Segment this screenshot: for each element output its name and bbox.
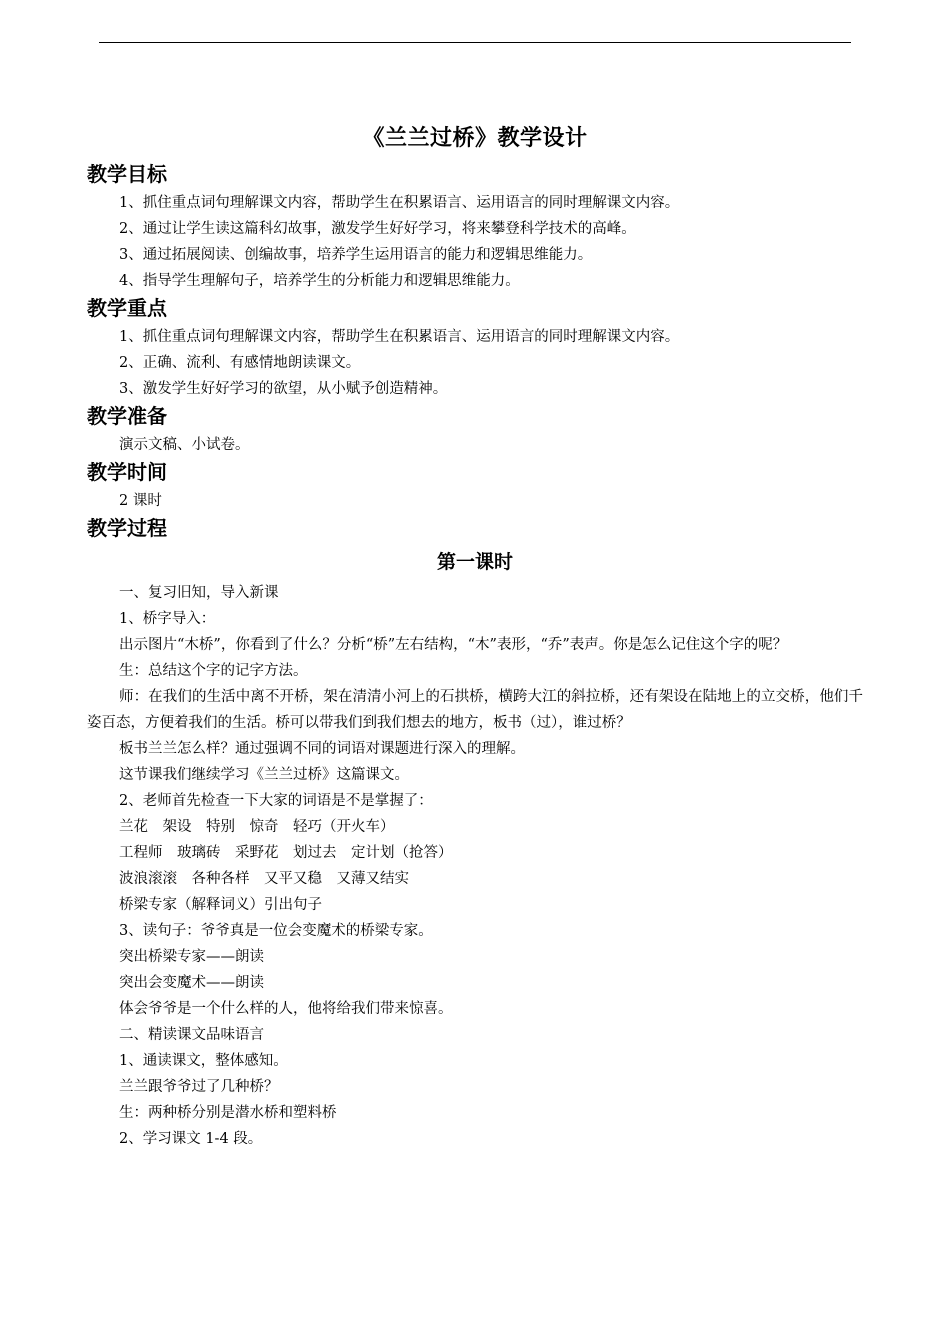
header-rule xyxy=(99,42,851,43)
process-item: 这节课我们继续学习《兰兰过桥》这篇课文。 xyxy=(119,767,409,783)
process-item: 出示图片“木桥”，你看到了什么？分析“桥”左右结构，“木”表形，“乔”表声。你是怎么记住这个字的呢？ xyxy=(119,637,788,653)
process-item: 2、老师首先检查一下大家的词语是不是掌握了： xyxy=(119,793,433,809)
process-item: 兰兰跟爷爷过了几种桥？ xyxy=(119,1079,279,1095)
process-item: 板书兰兰怎么样？通过强调不同的词语对课题进行深入的理解。 xyxy=(119,741,525,757)
goal-item: 3、通过拓展阅读、创编故事，培养学生运用语言的能力和逻辑思维能力。 xyxy=(119,247,593,263)
process-item: 3、读句子：爷爷真是一位会变魔术的桥梁专家。 xyxy=(119,923,433,939)
keypoint-item: 3、激发学生好好学习的欲望，从小赋予创造精神。 xyxy=(119,381,448,397)
document-body xyxy=(87,160,863,1152)
keypoint-item: 2、正确、流利、有感情地朗读课文。 xyxy=(119,355,361,371)
time-item: 2 课时 xyxy=(119,493,162,509)
process-item: 兰花 架设 特别 惊奇 轻巧（开火车） xyxy=(119,819,395,835)
process-item: 体会爷爷是一个什么样的人，他将给我们带来惊喜。 xyxy=(119,1001,453,1017)
process-item: 突出会变魔术——朗读 xyxy=(119,975,264,991)
section-heading-goals: 教学目标 xyxy=(87,162,167,186)
prep-item: 演示文稿、小试卷。 xyxy=(119,437,250,453)
process-item: 生：总结这个字的记字方法。 xyxy=(119,663,308,679)
goal-item: 4、指导学生理解句子，培养学生的分析能力和逻辑思维能力。 xyxy=(119,273,520,289)
process-item: 师：在我们的生活中离不开桥，架在清清小河上的石拱桥，横跨大江的斜拉桥，还有架设在陆地上的立交桥，他们千姿百态，方便着我们的生活。桥可以带我们到我们想去的地方，板书（过），谁过桥？ xyxy=(87,689,863,731)
process-item: 生：两种桥分别是潜水桥和塑料桥 xyxy=(119,1105,337,1121)
process-item: 波浪滚滚 各种各样 又平又稳 又薄又结实 xyxy=(119,871,409,887)
section-heading-time: 教学时间 xyxy=(87,460,167,484)
goal-item: 2、通过让学生读这篇科幻故事，激发学生好好学习，将来攀登科学技术的高峰。 xyxy=(119,221,636,237)
process-item: 2、学习课文 1-4 段。 xyxy=(119,1131,263,1147)
process-item: 一、复习旧知，导入新课 xyxy=(119,585,279,601)
process-item: 突出桥梁专家——朗读 xyxy=(119,949,264,965)
section-heading-keypoints: 教学重点 xyxy=(87,296,167,320)
process-item: 1、通读课文，整体感知。 xyxy=(119,1053,288,1069)
process-item: 桥梁专家（解释词义）引出句子 xyxy=(119,897,322,913)
goal-item: 1、抓住重点词句理解课文内容，帮助学生在积累语言、运用语言的同时理解课文内容。 xyxy=(119,195,680,211)
process-item: 1、桥字导入： xyxy=(119,611,216,627)
section-heading-process: 教学过程 xyxy=(87,516,167,540)
section-heading-prep: 教学准备 xyxy=(87,404,167,428)
process-item: 工程师 玻璃砖 采野花 划过去 定计划（抢答） xyxy=(119,845,453,861)
document-title: 《兰兰过桥》教学设计 xyxy=(362,126,588,151)
lesson-title: 第一课时 xyxy=(436,551,513,573)
process-item: 二、精读课文品味语言 xyxy=(119,1027,264,1043)
keypoint-item: 1、抓住重点词句理解课文内容，帮助学生在积累语言、运用语言的同时理解课文内容。 xyxy=(119,329,680,345)
